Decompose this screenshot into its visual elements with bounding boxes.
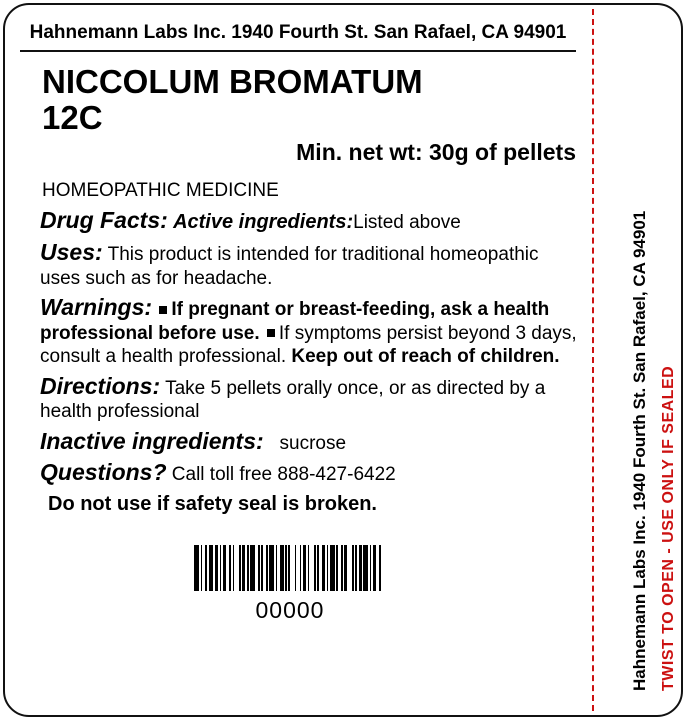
product-name-text: NICCOLUM BROMATUM (42, 63, 423, 100)
bullet-square-icon (159, 306, 167, 314)
barcode-area (140, 545, 440, 624)
warnings-label: Warnings: (40, 294, 153, 321)
barcode-number: 00000 (255, 597, 325, 623)
tamper-seal-strip (592, 3, 683, 717)
directions-row (40, 372, 578, 424)
company-address-line: Hahnemann Labs Inc. 1940 Fourth St. San Rafael, CA 94901 (29, 22, 567, 43)
active-ingredients-label: Active ingredients: (173, 211, 354, 234)
active-ingredients-value: Listed above (353, 212, 461, 234)
inactive-ingredients-label: Inactive ingredients: (40, 427, 264, 454)
category-label: HOMEOPATHIC MEDICINE (42, 180, 279, 202)
uses-text: This product is intended for traditional homeopathic uses such as for headache. (40, 244, 539, 289)
warning-three: Keep out of reach of children. (291, 346, 560, 368)
bullet-square-icon-2 (267, 329, 275, 337)
uses-label: Uses: (40, 239, 103, 266)
questions-label: Questions? (40, 459, 167, 486)
warnings-row (40, 293, 578, 369)
warning-one-cont: ask a health professional before use. (40, 299, 550, 344)
product-potency: 12C (42, 98, 103, 136)
warning-two: If symptoms persist beyond 3 days, consult a health professional. (40, 322, 577, 368)
uses-row (40, 238, 578, 290)
active-ingredients-row (40, 206, 578, 235)
perforation-dashed-line (592, 9, 594, 711)
drug-facts-heading: Drug Facts: (40, 207, 168, 234)
questions-row (40, 458, 578, 487)
warning-one: If pregnant or breast-feeding, (171, 299, 436, 321)
drug-facts-block (40, 206, 578, 487)
inactive-ingredients-row (40, 427, 578, 456)
product-name (42, 64, 578, 135)
safety-seal-notice: Do not use if safety seal is broken. (48, 492, 377, 515)
directions-text: Take 5 pellets orally once, or as directed by a health professional (40, 377, 546, 423)
side-company-text: Hahnemann Labs Inc. 1940 Fourth St. San Rafael, CA 94901 (630, 210, 649, 691)
directions-label: Directions: (40, 372, 161, 399)
questions-value: Call toll free 888-427-6422 (171, 464, 396, 486)
net-weight: Min. net wt: 30g of pellets (296, 139, 576, 166)
barcode-image (140, 545, 440, 591)
inactive-ingredients-value: sucrose (279, 432, 347, 454)
header-divider (20, 50, 576, 52)
side-seal-instruction: TWIST TO OPEN - USE ONLY IF SEALED (660, 365, 677, 691)
